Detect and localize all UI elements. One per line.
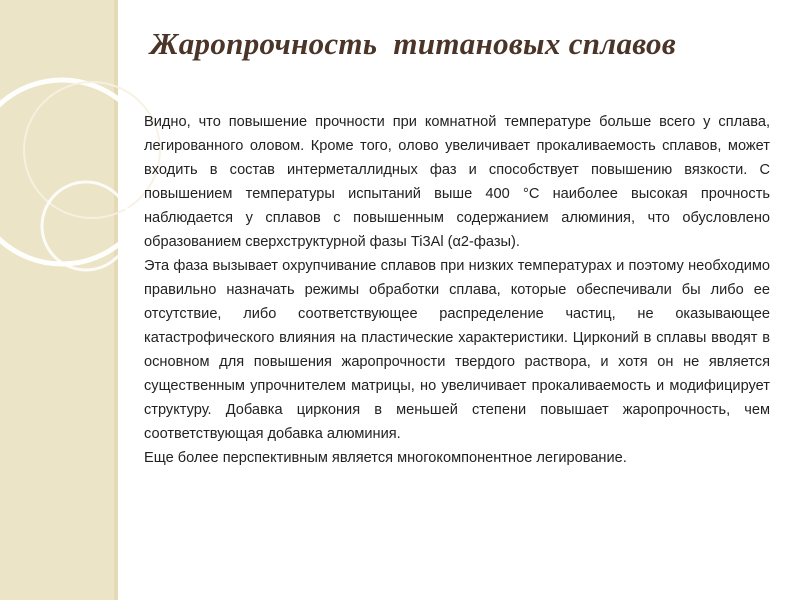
slide-body [144, 110, 770, 470]
paragraph-1: Видно, что повышение прочности при комнатной температуре больше всего у сплава, легированного оловом. Кроме того, олово увеличивает прокаливаемость сплавов, может входить в состав интерметаллидных фаз и способствует повышению вязкости. С повышением температуры испытаний выше 400 °С наиболее высокая прочность наблюдается у сплавов с повышенным содержанием алюминия, что обусловлено образованием сверхструктурной фазы Ti3Al (α2-фазы). [144, 114, 770, 250]
slide-title: Жаропрочность титановых сплавов [150, 26, 677, 61]
paragraph-3: Еще более перспективным является многокомпонентное легирование. [144, 450, 627, 466]
paragraph-2: Эта фаза вызывает охрупчивание сплавов при низких температурах и поэтому необходимо правильно назначать режимы обработки сплава, которые обеспечивали бы либо ее отсутствие, либо соответствующее распределение частиц, не оказывающее катастрофического влияния на пластические характеристики. Цирконий в сплавы вводят в основном для повышения жаропрочности твердого раствора, и хотя он не является существенным упрочнителем матрицы, но увеличивает прокаливаемость и модифицирует структуру. Добавка циркония в меньшей степени повышает жаропрочность, чем соответствующая добавка алюминия. [144, 258, 770, 442]
decor-circle-small [42, 182, 130, 270]
decor-circle-large [0, 80, 154, 264]
decor-circle-medium [24, 82, 160, 218]
